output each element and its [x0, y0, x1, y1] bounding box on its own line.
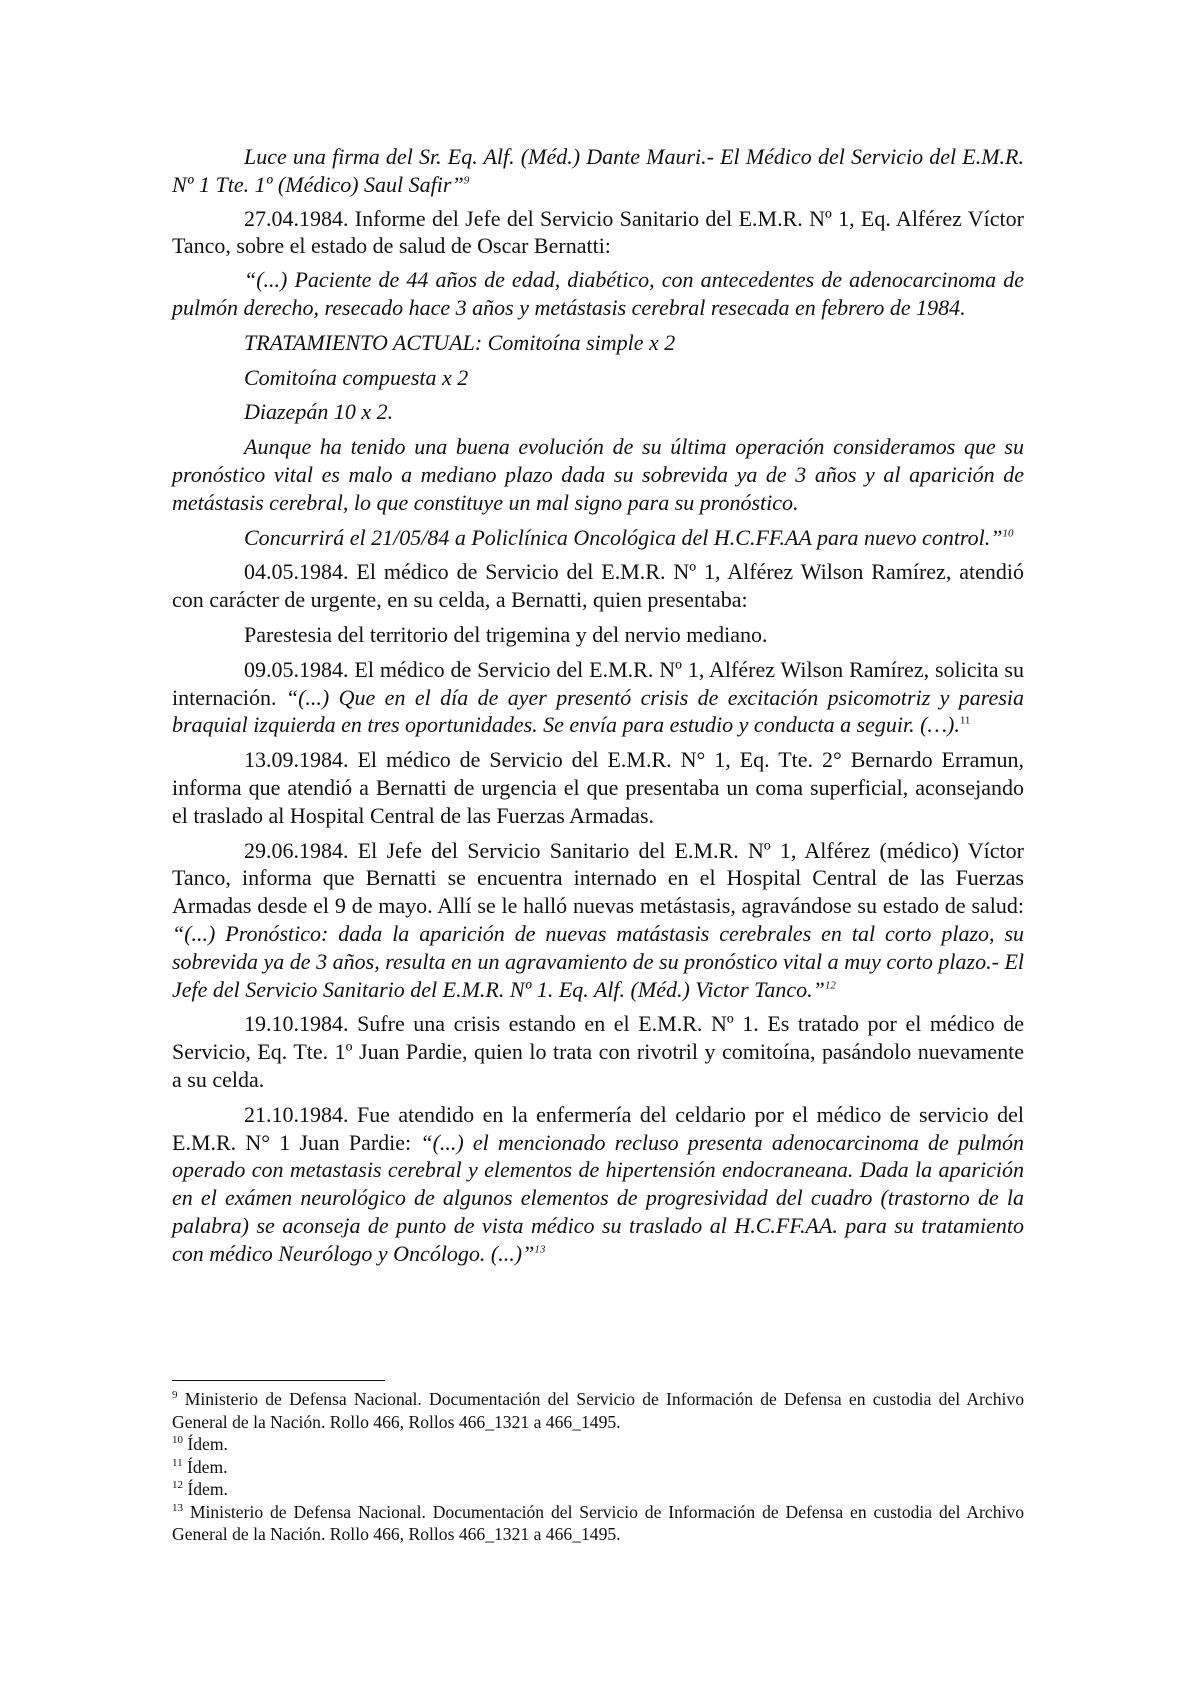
body-text — [172, 143, 1024, 1273]
footnote-item — [172, 1433, 1024, 1456]
paragraph-09-05 — [172, 656, 1024, 739]
paragraph-29-06 — [172, 837, 1024, 1004]
footnote-ref[interactable]: 10 — [1002, 527, 1014, 540]
paragraph-04-05: 04.05.1984. El médico de Servicio del E.M.R. Nº 1, Alférez Wilson Ramírez, atendió con carácter de urgente, en su celda, a Bernatti, quien presentaba: — [172, 559, 1024, 613]
footnote-number: 11 — [172, 1456, 183, 1469]
paragraph-text: 09.05.1984. El médico de Servicio del E.M.R. Nº 1, Alférez Wilson Ramírez, solicita su internación. — [172, 656, 1024, 710]
paragraph-text: 21.10.1984. Fue atendido en la enfermería del celdario por el médico de servicio del E.M.R. N° 1 Juan Pardie: — [172, 1101, 1024, 1155]
footnote-ref[interactable]: 12 — [824, 979, 836, 992]
treatment-line-1: TRATAMIENTO ACTUAL: Comitoína simple x 2 — [244, 329, 676, 355]
quote-text: “(...) el mencionado recluso presenta adenocarcinoma de pulmón operado con metastasis cerebral y elementos de hipertensión endocraneana. Dada la aparición en el exámen neurológico de algunos elementos de progresividad del cuadro (trastorno de la palabra) se aconseja de punto de vista médico su traslado al H.C.FF.AA. para su tratamiento con médico Neurólogo y Oncólogo. (...)” — [172, 1129, 1024, 1266]
footnotes — [172, 1388, 1024, 1546]
paragraph-13-09: 13.09.1984. El médico de Servicio del E.M.R. N° 1, Eq. Tte. 2° Bernardo Erramun, informa que atendió a Bernatti de urgencia el que presentaba un coma superficial, aconsejando el traslado al Hospital Central de las Fuerzas Armadas. — [172, 747, 1024, 828]
footnote-number: 13 — [172, 1501, 183, 1514]
treatment-line-3: Diazepán 10 x 2. — [244, 399, 394, 425]
paragraph-control — [172, 524, 1024, 552]
paragraph-prognosis: Aunque ha tenido una buena evolución de su última operación consideramos que su pronóstico vital es malo a mediano plazo dada su sobrevida ya de 3 años y al aparición de metástasis cerebral, lo que constituye un mal signo para su pronóstico. — [172, 434, 1024, 515]
footnote-number: 9 — [172, 1389, 178, 1402]
footnote-item — [172, 1388, 1024, 1433]
footnote-item — [172, 1456, 1024, 1479]
footnote-text: Ministerio de Defensa Nacional. Documentación del Servicio de Información de Defensa en custodia del Archivo General de la Nación. Rollo 466, Rollos 466_1321 a 466_1495. — [172, 1389, 1024, 1432]
footnote-text: Ministerio de Defensa Nacional. Documentación del Servicio de Información de Defensa en custodia del Archivo General de la Nación. Rollo 466, Rollos 466_1321 a 466_1495. — [172, 1501, 1024, 1544]
paragraph-report-27-04: 27.04.1984. Informe del Jefe del Servicio Sanitario del E.M.R. Nº 1, Eq. Alférez Víctor Tanco, sobre el estado de salud de Oscar Bernatti: — [172, 205, 1024, 259]
footnote-text: Ídem. — [182, 1456, 228, 1477]
paragraph-text: Luce una firma del Sr. Eq. Alf. (Méd.) Dante Mauri.- El Médico del Servicio del E.M.R. Nº 1 Tte. 1º (Médico) Saul Safir” — [172, 144, 1024, 197]
paragraph-patient-quote: “(...) Paciente de 44 años de edad, diabético, con antecedentes de adenocarcinoma de pulmón derecho, resecado hace 3 años y metástasis cerebral resecada en febrero de 1984. — [172, 267, 1024, 320]
paragraph-text: 29.06.1984. El Jefe del Servicio Sanitario del E.M.R. Nº 1, Alférez (médico) Víctor Tanco, informa que Bernatti se encuentra internado en el Hospital Central de las Fuerzas Armadas desde el 9 de mayo. Allí se le halló nuevas metástasis, agravándose su estado de salud: — [172, 837, 1024, 919]
paragraph-paresthesia: Parestesia del territorio del trigemina y del nervio mediano. — [244, 621, 768, 647]
treatment-line-2: Comitoína compuesta x 2 — [244, 364, 469, 390]
paragraph-text: Concurrirá el 21/05/84 a Policlínica Oncológica del H.C.FF.AA para nuevo control.” — [244, 524, 1003, 550]
footnote-number: 10 — [172, 1434, 183, 1447]
footnote-item — [172, 1478, 1024, 1501]
footnote-item — [172, 1501, 1024, 1546]
quote-text: “(...) Que en el día de ayer presentó crisis de excitación psicomotriz y paresia braquial izquierda en tres oportunidades. Se envía para estudio y conducta a seguir. (…). — [172, 684, 1024, 738]
paragraph-signature — [172, 143, 1024, 199]
footnote-separator — [172, 1380, 385, 1381]
footnote-text: Ídem. — [183, 1434, 228, 1454]
quote-text: “(...) Pronóstico: dada la aparición de nuevas matástasis cerebrales en tal corto plazo, su sobrevida ya de 3 años, resulta en un agravamiento de su pronóstico vital a muy corto plazo.- El Jefe del Servicio Sanitario del E.M.R. Nº 1. Eq. Alf. (Méd.) Victor Tanco.” — [172, 920, 1024, 1002]
footnote-ref[interactable]: 13 — [534, 1243, 546, 1256]
footnote-number: 12 — [172, 1479, 183, 1492]
footnote-ref[interactable]: 9 — [463, 174, 470, 187]
footnote-text: Ídem. — [183, 1479, 228, 1499]
footnote-ref[interactable]: 11 — [959, 715, 971, 728]
paragraph-19-10: 19.10.1984. Sufre una crisis estando en el E.M.R. Nº 1. Es tratado por el médico de Servicio, Eq. Tte. 1º Juan Pardie, quien lo trata con rivotril y comitoína, pasándolo nuevamente a su celda. — [172, 1011, 1024, 1092]
paragraph-21-10 — [172, 1101, 1024, 1268]
